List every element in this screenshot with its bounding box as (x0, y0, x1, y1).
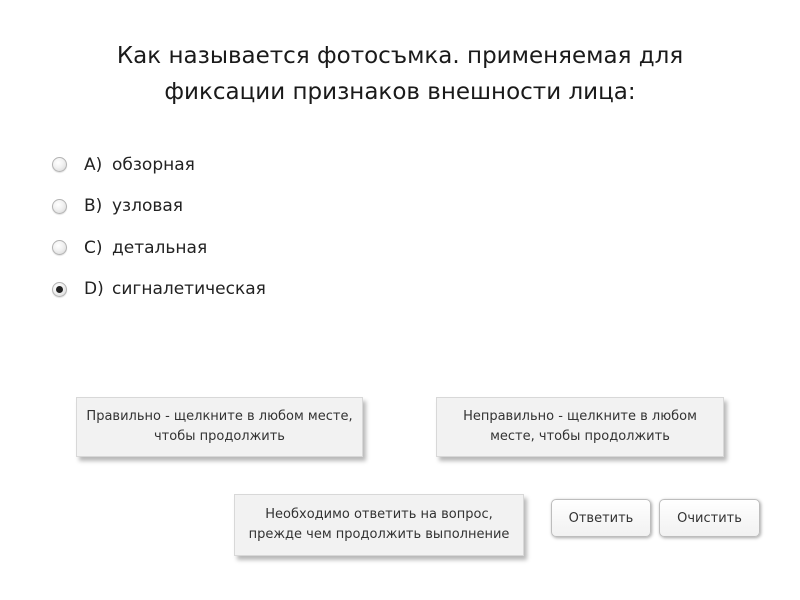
option-d[interactable] (52, 269, 552, 311)
incorrect-feedback-box[interactable] (436, 397, 724, 457)
option-b[interactable] (52, 186, 552, 228)
submit-button[interactable]: Ответить (551, 499, 651, 537)
incorrect-feedback-line-1: Неправильно - щелкните в любом (463, 409, 697, 424)
answer-required-line-1: Необходимо ответить на вопрос, (265, 507, 493, 522)
option-c-label: детальная (112, 237, 208, 258)
question-text (60, 38, 740, 110)
correct-feedback-line-2: чтобы продолжить (154, 429, 285, 444)
option-d-label: сигналетическая (112, 279, 266, 300)
option-d-letter: D) (84, 279, 104, 300)
answer-required-box (234, 494, 524, 556)
question-line-1: Как называется фотосъмка. применяемая для (116, 43, 684, 69)
option-c-letter: C) (84, 237, 103, 258)
question-line-2: фиксации признаков внешности лица: (164, 79, 636, 105)
option-b-letter: B) (84, 196, 103, 217)
correct-feedback-line-1: Правильно - щелкните в любом месте, (86, 409, 353, 424)
option-b-label: узловая (112, 196, 184, 217)
answer-options (52, 144, 552, 310)
option-a-letter: A) (84, 154, 103, 175)
radio-button-a[interactable] (52, 157, 67, 172)
option-c[interactable] (52, 227, 552, 269)
correct-feedback-box[interactable] (76, 397, 363, 457)
option-a-label: обзорная (112, 154, 195, 175)
answer-required-line-2: прежде чем продолжить выполнение (248, 527, 510, 542)
clear-button[interactable]: Очистить (659, 499, 760, 537)
radio-button-c[interactable] (52, 240, 67, 255)
radio-button-b[interactable] (52, 199, 67, 214)
option-a[interactable] (52, 144, 552, 186)
incorrect-feedback-line-2: месте, чтобы продолжить (490, 429, 670, 444)
radio-button-d[interactable] (52, 282, 67, 297)
